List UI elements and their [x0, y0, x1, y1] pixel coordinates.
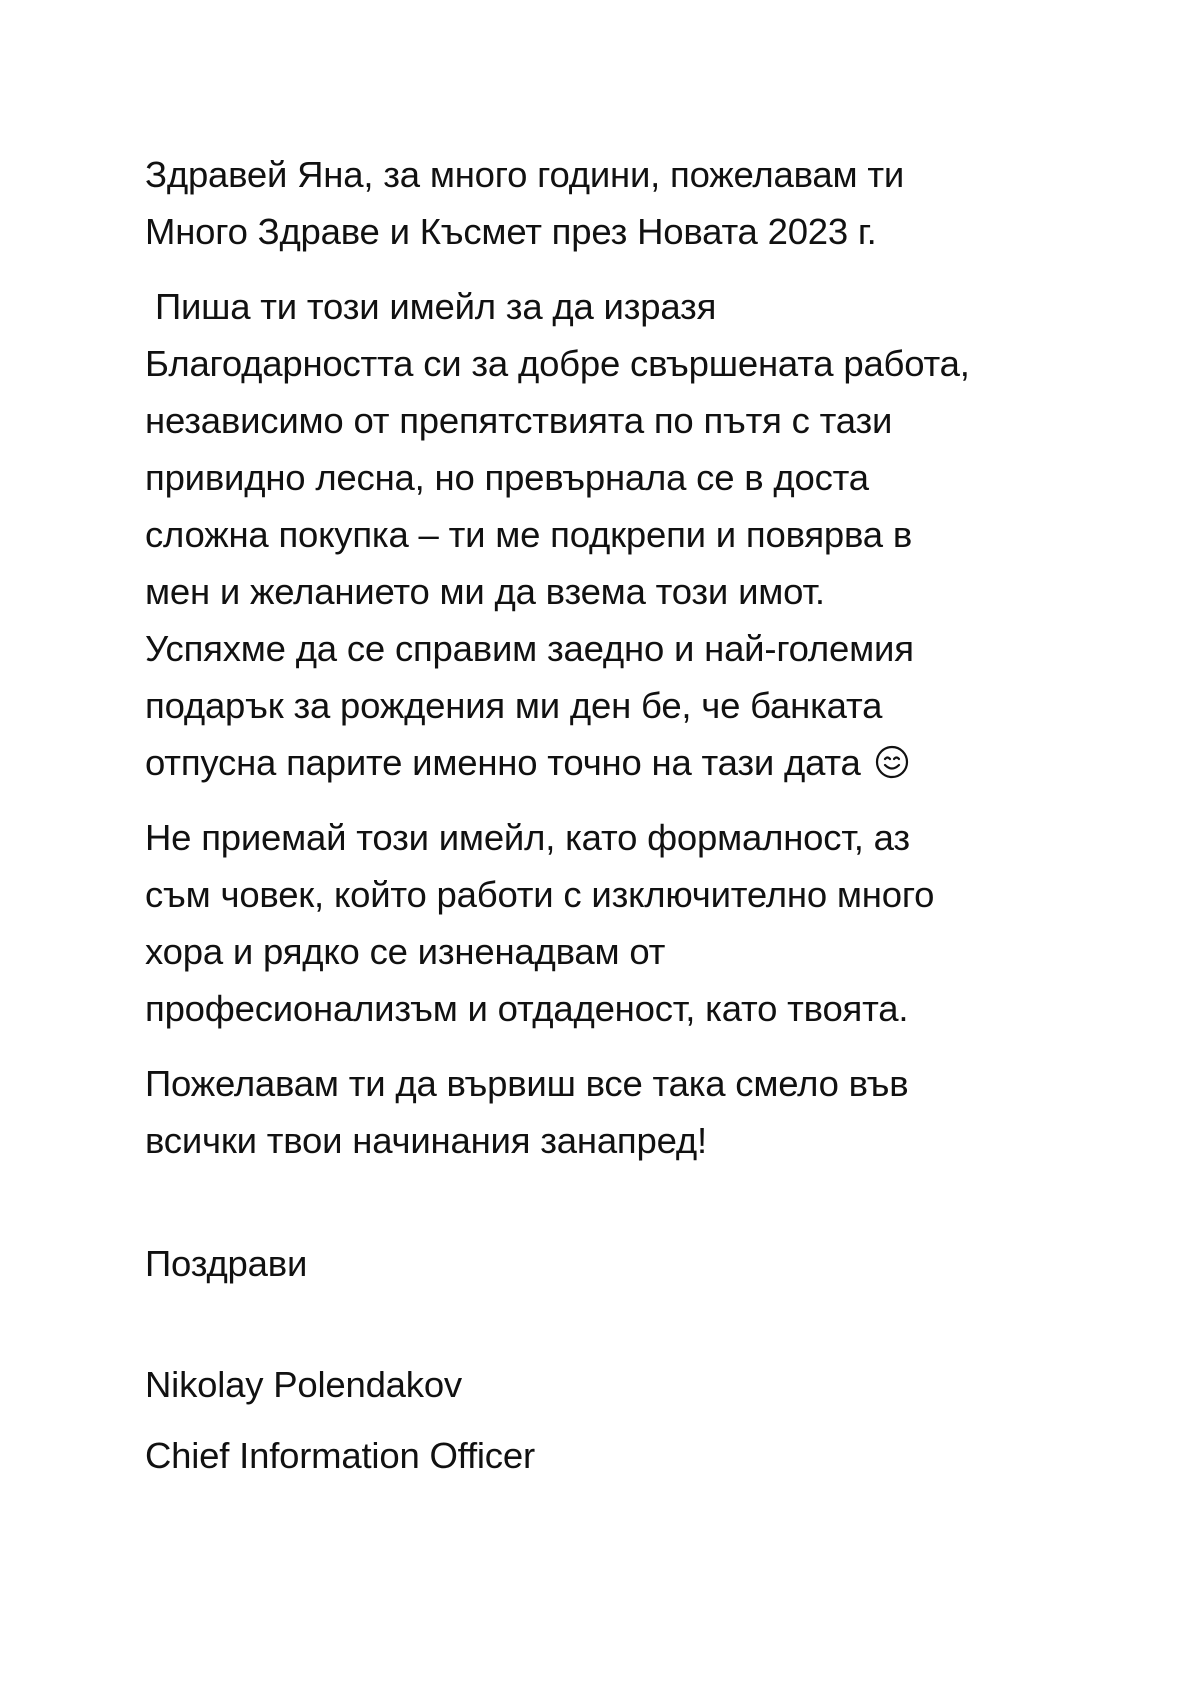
gratitude-paragraph	[145, 278, 1065, 791]
paragraph-line: всички твои начинания занапред!	[145, 1120, 707, 1161]
signature-name: Nikolay Polendakov	[145, 1364, 462, 1405]
paragraph-line: мен и желанието ми да взема този имот.	[145, 571, 825, 612]
paragraph-line: Успяхме да се справим заедно и най-големия	[145, 628, 914, 669]
paragraph-line: Пожелавам ти да вървиш все така смело във	[145, 1063, 909, 1104]
smiling-face-icon	[875, 745, 909, 779]
paragraph-line-with-emoji	[145, 734, 1065, 791]
paragraph-line: Пиша ти този имейл за да изразя	[145, 286, 717, 327]
paragraph-line: професионализъм и отдаденост, като твоята.	[145, 988, 909, 1029]
signature-title: Chief Information Officer	[145, 1435, 535, 1476]
paragraph-line-text: отпусна парите именно точно на тази дата	[145, 742, 861, 783]
paragraph-line: независимо от препятствията по пътя с тази	[145, 400, 893, 441]
paragraph-line: Не приемай този имейл, като формалност, аз	[145, 817, 910, 858]
wishes-paragraph	[145, 1055, 1065, 1169]
appreciation-paragraph	[145, 809, 1065, 1037]
paragraph-line: Благодарността си за добре свършената работа,	[145, 343, 970, 384]
paragraph-line: хора и рядко се изненадвам от	[145, 931, 666, 972]
letter-body	[145, 146, 1065, 1484]
greeting-line: Много Здраве и Късмет през Новата 2023 г.	[145, 211, 877, 252]
closing-line: Поздрави	[145, 1243, 308, 1284]
greeting-paragraph	[145, 146, 1065, 260]
paragraph-line: съм човек, който работи с изключително много	[145, 874, 935, 915]
paragraph-line: сложна покупка – ти ме подкрепи и повярва в	[145, 514, 913, 555]
greeting-line: Здравей Яна, за много години, пожелавам ти	[145, 154, 905, 195]
paragraph-line: привидно лесна, но превърнала се в доста	[145, 457, 869, 498]
paragraph-line: подарък за рождения ми ден бе, че банката	[145, 685, 883, 726]
